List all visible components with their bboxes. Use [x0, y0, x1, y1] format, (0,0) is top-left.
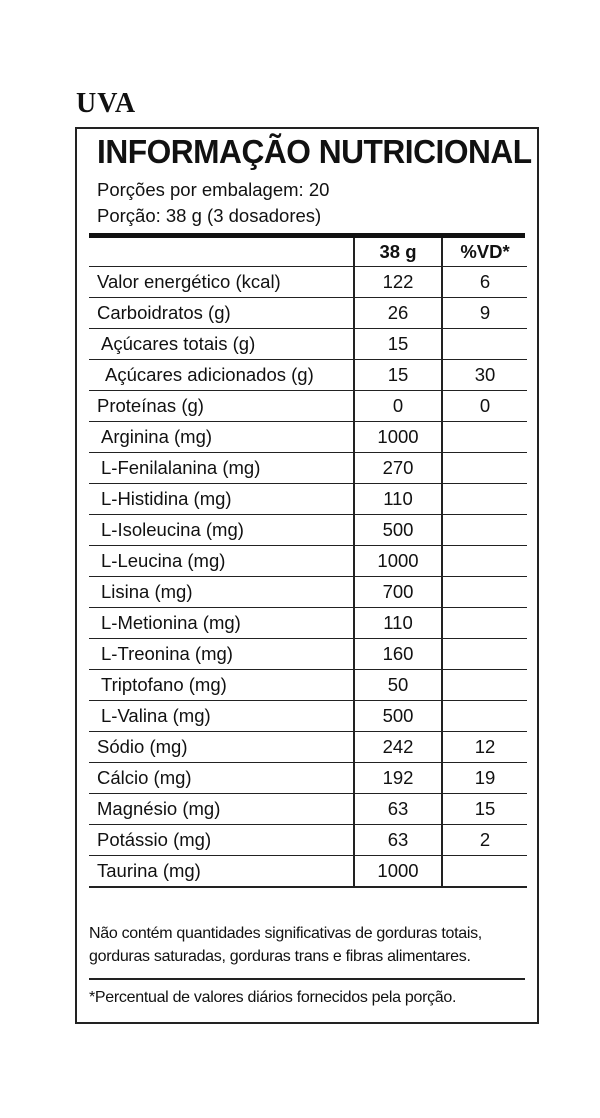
nutrient-dv [442, 639, 527, 670]
footnote: *Percentual de valores diários fornecidos pela porção. [89, 989, 457, 1006]
table-row [89, 825, 527, 856]
nutrient-dv [442, 608, 527, 639]
header-amount: 38 g [354, 238, 442, 267]
nutrient-name: Lisina (mg) [89, 577, 354, 608]
table-row [89, 422, 527, 453]
table-row [89, 298, 527, 329]
nutrient-name: L-Histidina (mg) [89, 484, 354, 515]
table-row [89, 453, 527, 484]
flavor-title: UVA [76, 88, 137, 119]
header-dv: %VD* [442, 238, 527, 267]
nutrient-amount: 110 [354, 484, 442, 515]
nutrient-amount: 110 [354, 608, 442, 639]
table-row [89, 546, 527, 577]
nutrient-amount: 192 [354, 763, 442, 794]
nutrient-amount: 63 [354, 794, 442, 825]
nutrient-name: L-Metionina (mg) [89, 608, 354, 639]
nutrient-dv: 2 [442, 825, 527, 856]
nutrition-table [89, 238, 527, 888]
table-row [89, 391, 527, 422]
table-row [89, 701, 527, 732]
nutrient-amount: 242 [354, 732, 442, 763]
table-row [89, 670, 527, 701]
nutrient-dv: 0 [442, 391, 527, 422]
nutrient-name: Cálcio (mg) [89, 763, 354, 794]
table-row [89, 515, 527, 546]
nutrition-facts-panel [75, 127, 539, 1024]
nutrient-dv: 12 [442, 732, 527, 763]
nutrient-amount: 500 [354, 515, 442, 546]
nutrient-dv: 6 [442, 267, 527, 298]
nutrient-amount: 1000 [354, 422, 442, 453]
nutrient-name: Magnésio (mg) [89, 794, 354, 825]
nutrient-name: Sódio (mg) [89, 732, 354, 763]
table-row [89, 732, 527, 763]
table-row [89, 484, 527, 515]
nutrient-dv [442, 577, 527, 608]
nutrient-name: Valor energético (kcal) [89, 267, 354, 298]
nutrient-name: Triptofano (mg) [89, 670, 354, 701]
nutrient-amount: 0 [354, 391, 442, 422]
nutrient-amount: 700 [354, 577, 442, 608]
nutrient-dv [442, 329, 527, 360]
nutrient-amount: 63 [354, 825, 442, 856]
table-header-row [89, 238, 527, 267]
nutrient-name: Proteínas (g) [89, 391, 354, 422]
table-row [89, 267, 527, 298]
nutrient-name: Potássio (mg) [89, 825, 354, 856]
nutrient-name: L-Leucina (mg) [89, 546, 354, 577]
nutrient-amount: 15 [354, 329, 442, 360]
table-row [89, 639, 527, 670]
nutrient-dv [442, 856, 527, 888]
absence-note: Não contém quantidades significativas de gorduras totais, gorduras saturadas, gorduras trans e fibras alimentares. [89, 925, 482, 965]
nutrient-dv: 30 [442, 360, 527, 391]
table-row [89, 763, 527, 794]
nutrient-name: L-Valina (mg) [89, 701, 354, 732]
table-row [89, 360, 527, 391]
nutrient-dv: 19 [442, 763, 527, 794]
servings-per-package: Porções por embalagem: 20 [97, 179, 330, 200]
table-row [89, 794, 527, 825]
nutrient-amount: 160 [354, 639, 442, 670]
panel-title: INFORMAÇÃO NUTRICIONAL [97, 133, 532, 170]
nutrient-dv: 9 [442, 298, 527, 329]
nutrient-name: Carboidratos (g) [89, 298, 354, 329]
nutrient-amount: 500 [354, 701, 442, 732]
nutrient-amount: 50 [354, 670, 442, 701]
table-row [89, 329, 527, 360]
nutrient-amount: 270 [354, 453, 442, 484]
nutrient-name: L-Fenilalanina (mg) [89, 453, 354, 484]
table-row [89, 577, 527, 608]
nutrient-dv: 15 [442, 794, 527, 825]
header-blank [89, 238, 354, 267]
nutrient-amount: 122 [354, 267, 442, 298]
nutrient-amount: 1000 [354, 856, 442, 888]
nutrient-name: Açúcares adicionados (g) [89, 360, 354, 391]
table-row [89, 608, 527, 639]
nutrient-dv [442, 701, 527, 732]
nutrient-dv [442, 422, 527, 453]
nutrient-name: L-Treonina (mg) [89, 639, 354, 670]
nutrient-name: L-Isoleucina (mg) [89, 515, 354, 546]
nutrient-amount: 15 [354, 360, 442, 391]
nutrient-dv [442, 453, 527, 484]
nutrient-amount: 1000 [354, 546, 442, 577]
table-row [89, 856, 527, 888]
footnote-divider [89, 978, 525, 980]
nutrient-name: Açúcares totais (g) [89, 329, 354, 360]
nutrient-name: Arginina (mg) [89, 422, 354, 453]
nutrient-dv [442, 484, 527, 515]
nutrient-dv [442, 515, 527, 546]
nutrient-name: Taurina (mg) [89, 856, 354, 888]
serving-size: Porção: 38 g (3 dosadores) [97, 205, 322, 226]
nutrient-dv [442, 546, 527, 577]
nutrient-dv [442, 670, 527, 701]
nutrient-amount: 26 [354, 298, 442, 329]
